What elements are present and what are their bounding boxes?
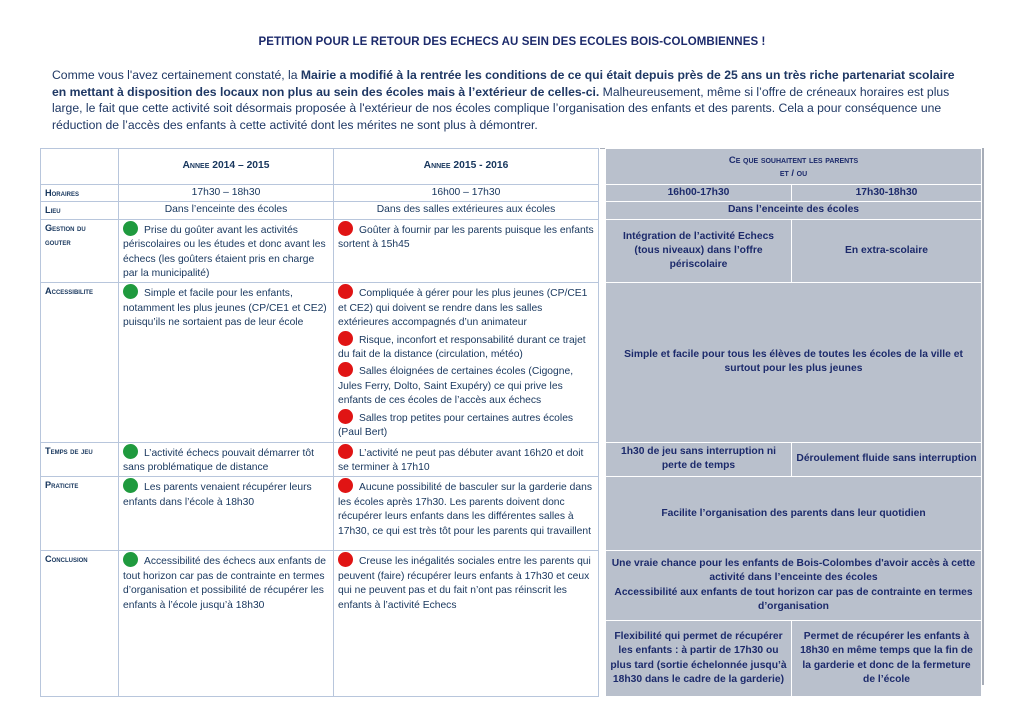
access-2014: Simple et facile pour les enfants, notamment les plus jeunes (CP/CE1 et CE2) puisqu’ils ne sortaient pas de leur école bbox=[119, 283, 334, 442]
comparison-table bbox=[40, 148, 982, 697]
header-2015: Annee 2015 - 2016 bbox=[334, 149, 599, 185]
intro-text-1: Comme vous l'avez certainement constaté, la bbox=[52, 68, 301, 82]
lieu-2015: Dans des salles extérieures aux écoles bbox=[334, 202, 599, 219]
red-dot-icon bbox=[338, 362, 353, 377]
label-praticite: Praticite bbox=[41, 477, 119, 551]
red-dot-icon bbox=[338, 221, 353, 236]
slot-1: 16h00-17h30 bbox=[606, 185, 792, 202]
concl-2015: Creuse les inégalités sociales entre les parents qui peuvent (faire) récupérer leurs enfants à 17h30 et ceux qui ne peuvent pas et du fait n’ont pas réinscrit les enfants à l’activité Echecs bbox=[334, 551, 599, 697]
green-dot-icon bbox=[123, 284, 138, 299]
label-gouter: Gestion du gouter bbox=[41, 219, 119, 283]
corner-cell bbox=[41, 149, 119, 185]
temps-wish-1: 1h30 de jeu sans interruption ni perte de temps bbox=[606, 442, 792, 477]
access-2015: Compliquée à gérer pour les plus jeunes (CP/CE1 et CE2) qui doivent se rendre dans les salles extérieures accompagnés d’un animateur Risque, inconfort et responsabilité durant ce trajet du fait de la distance (circulation, météo) Salles éloignées de certaines écoles (Cigogne, Jules Ferry, Dolto, Saint Exupéry) ce qui prive les enfants de ces écoles de l’accès aux échecs Salles trop petites pour certaines autres écoles (Paul Bert) bbox=[334, 283, 599, 442]
concl-wish-2: Permet de récupérer les enfants à 18h30 en même temps que la fin de la garderie et donc de la fermeture de l’école bbox=[792, 621, 982, 697]
slot-2: 17h30-18h30 bbox=[792, 185, 982, 202]
intro-text-2: Malheureusement, même si l’offre de créneaux horaires est plus large, le fait que cette activité soit désormais proposée à l'extérieur de nos écoles complique l’organisation des enfants et des parents. Cela a pour conséquence une réduction de l’accès des enfants à cette activité dont les mérites ne sont plus à démontrer. bbox=[52, 84, 950, 132]
temps-2014: L’activité échecs pouvait démarrer tôt sans problématique de distance bbox=[119, 442, 334, 477]
lieu-2014: Dans l’enceinte des écoles bbox=[119, 202, 334, 219]
gouter-wish-1: Intégration de l’activité Echecs (tous niveaux) dans l’offre périscolaire bbox=[606, 219, 792, 283]
header-wish: Ce que souhaitent les parents et / ou bbox=[606, 149, 982, 185]
page-title: PETITION POUR LE RETOUR DES ECHECS AU SEIN DES ECOLES BOIS-COLOMBIENNES ! bbox=[258, 36, 766, 48]
header-2014: Annee 2014 – 2015 bbox=[119, 149, 334, 185]
lieu-wish: Dans l’enceinte des écoles bbox=[606, 202, 982, 219]
red-dot-icon bbox=[338, 284, 353, 299]
label-accessibilite: Accessibilite bbox=[41, 283, 119, 442]
red-dot-icon bbox=[338, 478, 353, 493]
label-lieu: Lieu bbox=[41, 202, 119, 219]
temps-wish-2: Déroulement fluide sans interruption bbox=[792, 442, 982, 477]
green-dot-icon bbox=[123, 221, 138, 236]
red-dot-icon bbox=[338, 409, 353, 424]
red-dot-icon bbox=[338, 552, 353, 567]
red-dot-icon bbox=[338, 444, 353, 459]
intro-paragraph bbox=[52, 67, 967, 133]
green-dot-icon bbox=[123, 478, 138, 493]
horaires-2014: 17h30 – 18h30 bbox=[119, 185, 334, 202]
prat-wish: Facilite l’organisation des parents dans leur quotidien bbox=[606, 477, 982, 551]
prat-2014: Les parents venaient récupérer leurs enfants dans l’école à 18h30 bbox=[119, 477, 334, 551]
intro-bold: Mairie a modifié à la rentrée les conditions de ce qui était depuis près de 25 ans un très riche partenariat scolaire en mettant à disposition des locaux non plus au sein des écoles mais à l’extérieur de celles-ci. bbox=[52, 68, 955, 99]
green-dot-icon bbox=[123, 444, 138, 459]
label-conclusion: Conclusion bbox=[41, 551, 119, 697]
temps-2015: L’activité ne peut pas débuter avant 16h20 et doit se terminer à 17h10 bbox=[334, 442, 599, 477]
prat-2015: Aucune possibilité de basculer sur la garderie dans les écoles après 17h30. Les parents doivent donc récupérer leurs enfants dans les différentes salles à 17h30, ce qui est très tôt pour les parents qui travaillent bbox=[334, 477, 599, 551]
label-temps: Temps de jeu bbox=[41, 442, 119, 477]
gouter-2015: Goûter à fournir par les parents puisque les enfants sortent à 15h45 bbox=[334, 219, 599, 283]
concl-2014: Accessibilité des échecs aux enfants de tout horizon car pas de contrainte en termes d’organisation et possibilité de récupérer les enfants à l’école jusqu’à 18h30 bbox=[119, 551, 334, 697]
horaires-2015: 16h00 – 17h30 bbox=[334, 185, 599, 202]
gouter-2014: Prise du goûter avant les activités périscolaires ou les études et donc avant les échecs (les goûters étaient pris en charge par la municipalité) bbox=[119, 219, 334, 283]
concl-wish: Une vraie chance pour les enfants de Bois-Colombes d'avoir accès à cette activité dans l’enceinte des écoles Accessibilité aux enfants de tout horizon car pas de contrainte en termes d’organisation bbox=[606, 551, 982, 621]
red-dot-icon bbox=[338, 331, 353, 346]
gouter-wish-2: En extra-scolaire bbox=[792, 219, 982, 283]
access-wish: Simple et facile pour tous les élèves de toutes les écoles de la ville et surtout pour les plus jeunes bbox=[606, 283, 982, 442]
concl-wish-1: Flexibilité qui permet de récupérer les enfants : à partir de 17h30 ou plus tard (sortie échelonnée jusqu’à 18h30 dans le cadre de la garderie) bbox=[606, 621, 792, 697]
label-horaires: Horaires bbox=[41, 185, 119, 202]
green-dot-icon bbox=[123, 552, 138, 567]
